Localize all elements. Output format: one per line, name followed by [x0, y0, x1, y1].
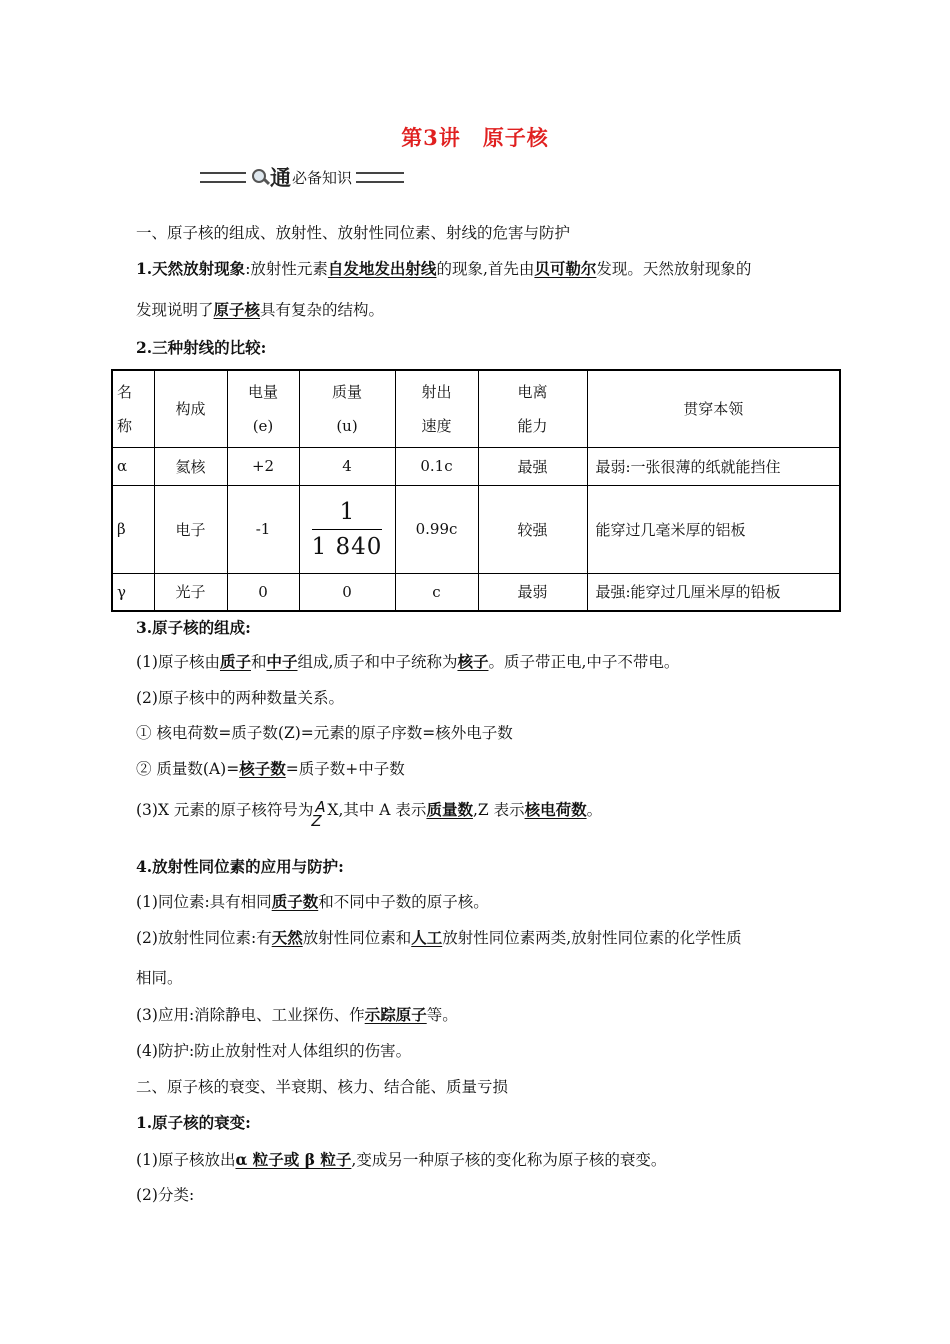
header-ionization: 电离 能力 — [478, 370, 587, 447]
paragraph-natural-radioactivity: 1.天然放射现象:放射性元素自发地发出射线的现象,首先由贝可勒尔发现。天然放射现象的 — [136, 259, 752, 278]
paragraph-natural-radioactivity-line2: 发现说明了原子核具有复杂的结构。 — [136, 300, 385, 319]
table-header-row — [112, 370, 840, 447]
header-mass: 质量 (u) — [299, 370, 395, 447]
paragraph-isotope-label: 4.放射性同位素的应用与防护: — [136, 857, 344, 876]
paragraph-nucleus-composition-4: ② 质量数(A)=核子数=质子数+中子数 — [136, 759, 405, 778]
banner-line-right — [356, 172, 404, 183]
header-name: 名 称 — [112, 370, 154, 447]
paragraph-nucleus-composition-label: 3.原子核的组成: — [136, 618, 251, 637]
paragraph-decay-2: (2)分类: — [136, 1186, 195, 1204]
paragraph-nucleus-composition-2: (2)原子核中的两种数量关系。 — [136, 689, 344, 707]
paragraph-isotope-1: (1)同位素:具有相同质子数和不同中子数的原子核。 — [136, 892, 489, 911]
ray-comparison-table — [111, 369, 841, 612]
banner-glyph: 通 — [270, 166, 291, 190]
paragraph-nucleus-composition-3: ① 核电荷数=质子数(Z)=元素的原子序数=核外电子数 — [136, 724, 513, 742]
header-penetration: 贯穿本领 — [587, 370, 840, 447]
paragraph-nucleus-composition-5: (3)X 元素的原子核符号为 A Z X,其中 A 表示质量数,Z 表示核电荷数。 — [136, 798, 603, 830]
paragraph-decay-1: (1)原子核放出α 粒子或 β 粒子,变成另一种原子核的变化称为原子核的衰变。 — [136, 1150, 667, 1169]
magnifier-icon — [252, 169, 268, 185]
paragraph-isotope-3: (3)应用:消除静电、工业探伤、作示踪原子等。 — [136, 1005, 458, 1024]
paragraph-isotope-2-line2: 相同。 — [136, 969, 183, 987]
header-speed: 射出 速度 — [395, 370, 478, 447]
paragraph-isotope-4: (4)防护:防止放射性对人体组织的伤害。 — [136, 1042, 412, 1060]
paragraph-nucleus-composition-1: (1)原子核由质子和中子组成,质子和中子统称为核子。质子带正电,中子不带电。 — [136, 652, 680, 671]
paragraph-decay-label: 1.原子核的衰变: — [136, 1113, 251, 1132]
page-title: 第3讲 原子核 — [401, 125, 549, 150]
banner-line-left — [200, 172, 246, 183]
section-heading-1: 一、原子核的组成、放射性、放射性同位素、射线的危害与防护 — [136, 224, 571, 242]
paragraph-ray-comparison-label: 2.三种射线的比较: — [136, 338, 267, 357]
table-row: β 电子 -1 $\frac{1}{1 840}$ 0.99c 较强 能穿过几毫米厚的铝板 — [112, 485, 840, 573]
section-banner — [200, 162, 404, 192]
table-row: α 氦核 +2 4 0.1c 最强 最弱:一张很薄的纸就能挡住 — [112, 447, 840, 485]
mass-fraction: $\frac{1}{1 840}$ — [299, 485, 395, 573]
paragraph-isotope-2: (2)放射性同位素:有天然放射性同位素和人工放射性同位素两类,放射性同位素的化学性质 — [136, 928, 742, 947]
nuclide-symbol: A Z — [311, 798, 326, 830]
header-charge: 电量 (e) — [227, 370, 299, 447]
section-heading-2: 二、原子核的衰变、半衰期、核力、结合能、质量亏损 — [136, 1078, 509, 1096]
header-composition: 构成 — [154, 370, 227, 447]
banner-label: 必备知识 — [292, 168, 353, 187]
table-row: γ 光子 0 0 c 最弱 最强:能穿过几厘米厚的铅板 — [112, 573, 840, 611]
